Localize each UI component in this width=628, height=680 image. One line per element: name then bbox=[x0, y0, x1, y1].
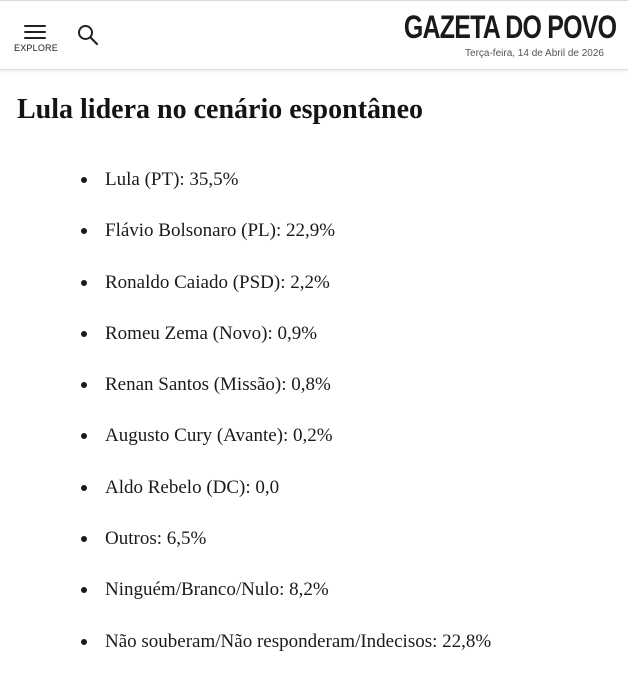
list-item-text: Outros: 6,5% bbox=[105, 528, 207, 550]
bullet-icon bbox=[81, 331, 87, 337]
bullet-icon bbox=[81, 177, 87, 183]
list-item-text: Flávio Bolsonaro (PL): 22,9% bbox=[105, 220, 336, 242]
hamburger-menu-icon bbox=[24, 24, 46, 40]
list-item bbox=[0, 416, 491, 467]
list-item bbox=[0, 160, 491, 211]
bullet-icon bbox=[81, 433, 87, 439]
list-item bbox=[0, 263, 491, 314]
article-headline: Lula lidera no cenário espontâneo bbox=[17, 94, 424, 125]
explore-label: EXPLORE bbox=[14, 43, 58, 53]
list-item-text: Ronaldo Caiado (PSD): 2,2% bbox=[105, 271, 330, 293]
list-item bbox=[0, 468, 491, 519]
header-date: Terça-feira, 14 de Abril de 2026 bbox=[465, 48, 604, 59]
list-item-text: Lula (PT): 35,5% bbox=[105, 169, 239, 190]
list-item bbox=[0, 519, 491, 570]
list-item bbox=[0, 211, 491, 262]
bullet-icon bbox=[81, 485, 87, 491]
bullet-icon bbox=[81, 280, 87, 286]
bullet-icon bbox=[81, 536, 87, 542]
bullet-icon bbox=[81, 382, 87, 388]
list-item-text: Ninguém/Branco/Nulo: 8,2% bbox=[105, 579, 329, 601]
site-logo[interactable]: GAZETA DO POVO bbox=[403, 9, 616, 45]
list-item-text: Romeu Zema (Novo): 0,9% bbox=[105, 322, 318, 344]
search-button[interactable] bbox=[76, 23, 100, 47]
list-item-text: Augusto Cury (Avante): 0,2% bbox=[105, 425, 333, 447]
list-item bbox=[0, 314, 491, 365]
bullet-icon bbox=[81, 587, 87, 593]
site-header bbox=[0, 0, 628, 70]
search-icon bbox=[76, 23, 100, 47]
list-item bbox=[0, 570, 491, 621]
bullet-icon bbox=[81, 639, 87, 645]
list-item-text: Renan Santos (Missão): 0,8% bbox=[105, 374, 331, 396]
explore-menu-button[interactable] bbox=[14, 20, 58, 56]
list-item-text: Não souberam/Não responderam/Indecisos: 22,8% bbox=[105, 630, 492, 652]
list-item bbox=[0, 622, 491, 673]
results-list bbox=[0, 160, 491, 673]
bullet-icon bbox=[81, 228, 87, 234]
list-item bbox=[0, 365, 491, 416]
list-item-text: Aldo Rebelo (DC): 0,0 bbox=[105, 476, 280, 498]
